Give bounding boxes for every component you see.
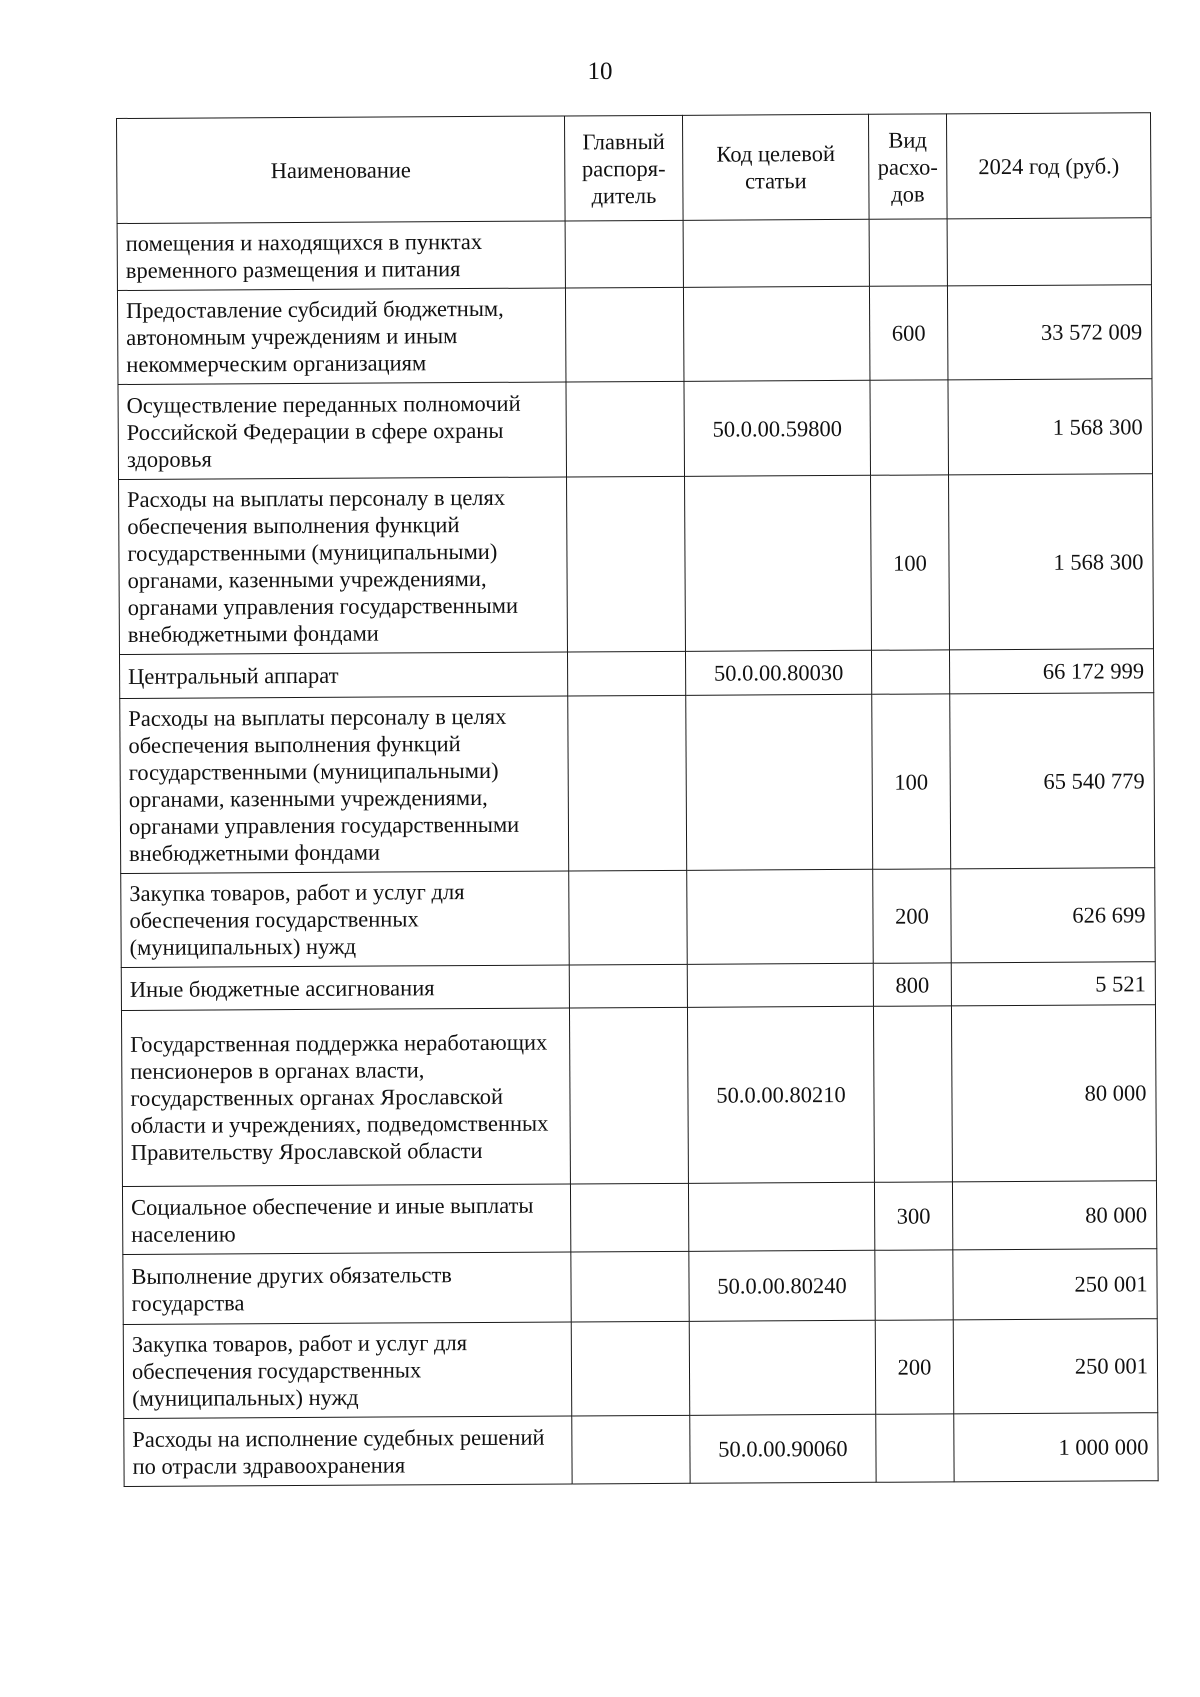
row-amount: 1 568 300 (949, 474, 1154, 650)
row-amount: 250 001 (953, 1319, 1158, 1414)
row-main-manager (568, 695, 687, 871)
row-target-code: 50.0.00.80210 (687, 1006, 874, 1183)
header-target-code: Код целевой статьи (682, 114, 869, 220)
row-name: Выполнение других обязательств государства (123, 1252, 571, 1325)
row-name: Расходы на выплаты персоналу в целях обеспечения выполнения функций государственными (муниципальными) органами, казенными учреждениями, органами управления государственными внебюджетными фондами (119, 477, 568, 654)
row-expense-type (871, 650, 949, 694)
row-expense-type: 600 (869, 286, 948, 380)
row-main-manager (566, 381, 685, 477)
row-expense-type (876, 1414, 954, 1482)
header-expense-type: Вид расхо-дов (868, 114, 947, 219)
table-row (119, 474, 1154, 655)
row-name: Расходы на выплаты персоналу в целях обеспечения выполнения функций государственными (муниципальными) органами, казенными учреждениями, органами управления государственными внебюджетными фондами (120, 696, 569, 873)
row-expense-type (869, 219, 947, 286)
row-amount: 80 000 (952, 1181, 1156, 1250)
table-header-row (117, 113, 1152, 224)
row-target-code (683, 219, 869, 287)
table-row (117, 218, 1151, 291)
row-expense-type (870, 380, 949, 475)
table-row (120, 693, 1155, 874)
page-number: 10 (587, 58, 613, 85)
row-name: Государственная поддержка неработающих пенсионеров в органах власти, государственных органах Ярославской области и учреждениях, подведомственных Правительству Ярославской области (121, 1008, 570, 1186)
row-main-manager (570, 1183, 688, 1252)
row-amount: 65 540 779 (950, 693, 1155, 869)
row-expense-type (875, 1250, 953, 1320)
row-target-code: 50.0.00.59800 (684, 380, 871, 476)
row-expense-type: 100 (872, 694, 951, 869)
row-main-manager (565, 220, 683, 288)
table-row (123, 1319, 1158, 1419)
table-row (118, 379, 1153, 480)
row-amount: 5 521 (951, 962, 1155, 1006)
row-expense-type: 100 (871, 475, 950, 650)
row-expense-type (873, 1006, 952, 1182)
table-row (117, 285, 1152, 385)
row-name: помещения и находящихся в пунктах временного размещения и питания (117, 221, 565, 291)
row-amount: 66 172 999 (949, 649, 1153, 694)
row-expense-type: 800 (873, 963, 951, 1006)
row-main-manager (565, 287, 684, 382)
table-row (121, 962, 1155, 1011)
header-main-manager: Главный распоря-дитель (564, 115, 683, 221)
table-row (124, 1413, 1158, 1487)
row-main-manager (569, 1007, 688, 1184)
row-amount: 80 000 (951, 1005, 1156, 1182)
row-target-code (689, 1320, 876, 1415)
row-main-manager (572, 1415, 690, 1484)
budget-table (116, 112, 1159, 1487)
row-target-code (683, 286, 870, 381)
row-target-code (688, 1182, 874, 1251)
row-main-manager (569, 870, 688, 965)
table-row (122, 1181, 1156, 1255)
row-target-code (685, 475, 872, 651)
table-row (119, 649, 1153, 699)
row-target-code (687, 963, 873, 1007)
row-target-code (686, 694, 873, 870)
header-name: Наименование (117, 116, 566, 224)
row-name: Осуществление переданных полномочий Российской Федерации в сфере охраны здоровья (118, 382, 567, 480)
row-target-code: 50.0.00.90060 (690, 1414, 876, 1483)
row-main-manager (567, 476, 686, 652)
row-name: Предоставление субсидий бюджетным, автономным учреждениям и иным некоммерческим организациям (117, 288, 566, 385)
row-amount: 626 699 (951, 868, 1156, 963)
table-row (123, 1249, 1157, 1325)
row-target-code: 50.0.00.80240 (689, 1250, 875, 1321)
row-target-code (687, 869, 874, 964)
row-amount: 1 000 000 (954, 1413, 1158, 1482)
row-amount (947, 218, 1151, 286)
row-expense-type: 200 (873, 869, 952, 963)
table-row (121, 1005, 1156, 1187)
row-name: Закупка товаров, работ и услуг для обеспечения государственных (муниципальных) нужд (121, 871, 570, 968)
row-amount: 1 568 300 (948, 379, 1153, 475)
row-amount: 33 572 009 (947, 285, 1152, 380)
table-row (121, 868, 1156, 968)
row-main-manager (569, 964, 687, 1008)
row-name: Иные бюджетные ассигнования (121, 965, 569, 1011)
row-name: Социальное обеспечение и иные выплаты населению (122, 1184, 570, 1255)
row-main-manager (571, 1251, 689, 1322)
row-main-manager (567, 651, 685, 696)
row-name: Расходы на исполнение судебных решений по отрасли здравоохранения (124, 1416, 572, 1487)
row-name: Закупка товаров, работ и услуг для обеспечения государственных (муниципальных) нужд (123, 1322, 572, 1419)
row-main-manager (571, 1321, 690, 1416)
row-expense-type: 300 (874, 1182, 952, 1250)
row-name: Центральный аппарат (119, 652, 567, 699)
row-target-code: 50.0.00.80030 (685, 650, 871, 695)
header-amount-2024: 2024 год (руб.) (946, 113, 1151, 219)
row-amount: 250 001 (953, 1249, 1157, 1320)
row-expense-type: 200 (875, 1320, 954, 1414)
